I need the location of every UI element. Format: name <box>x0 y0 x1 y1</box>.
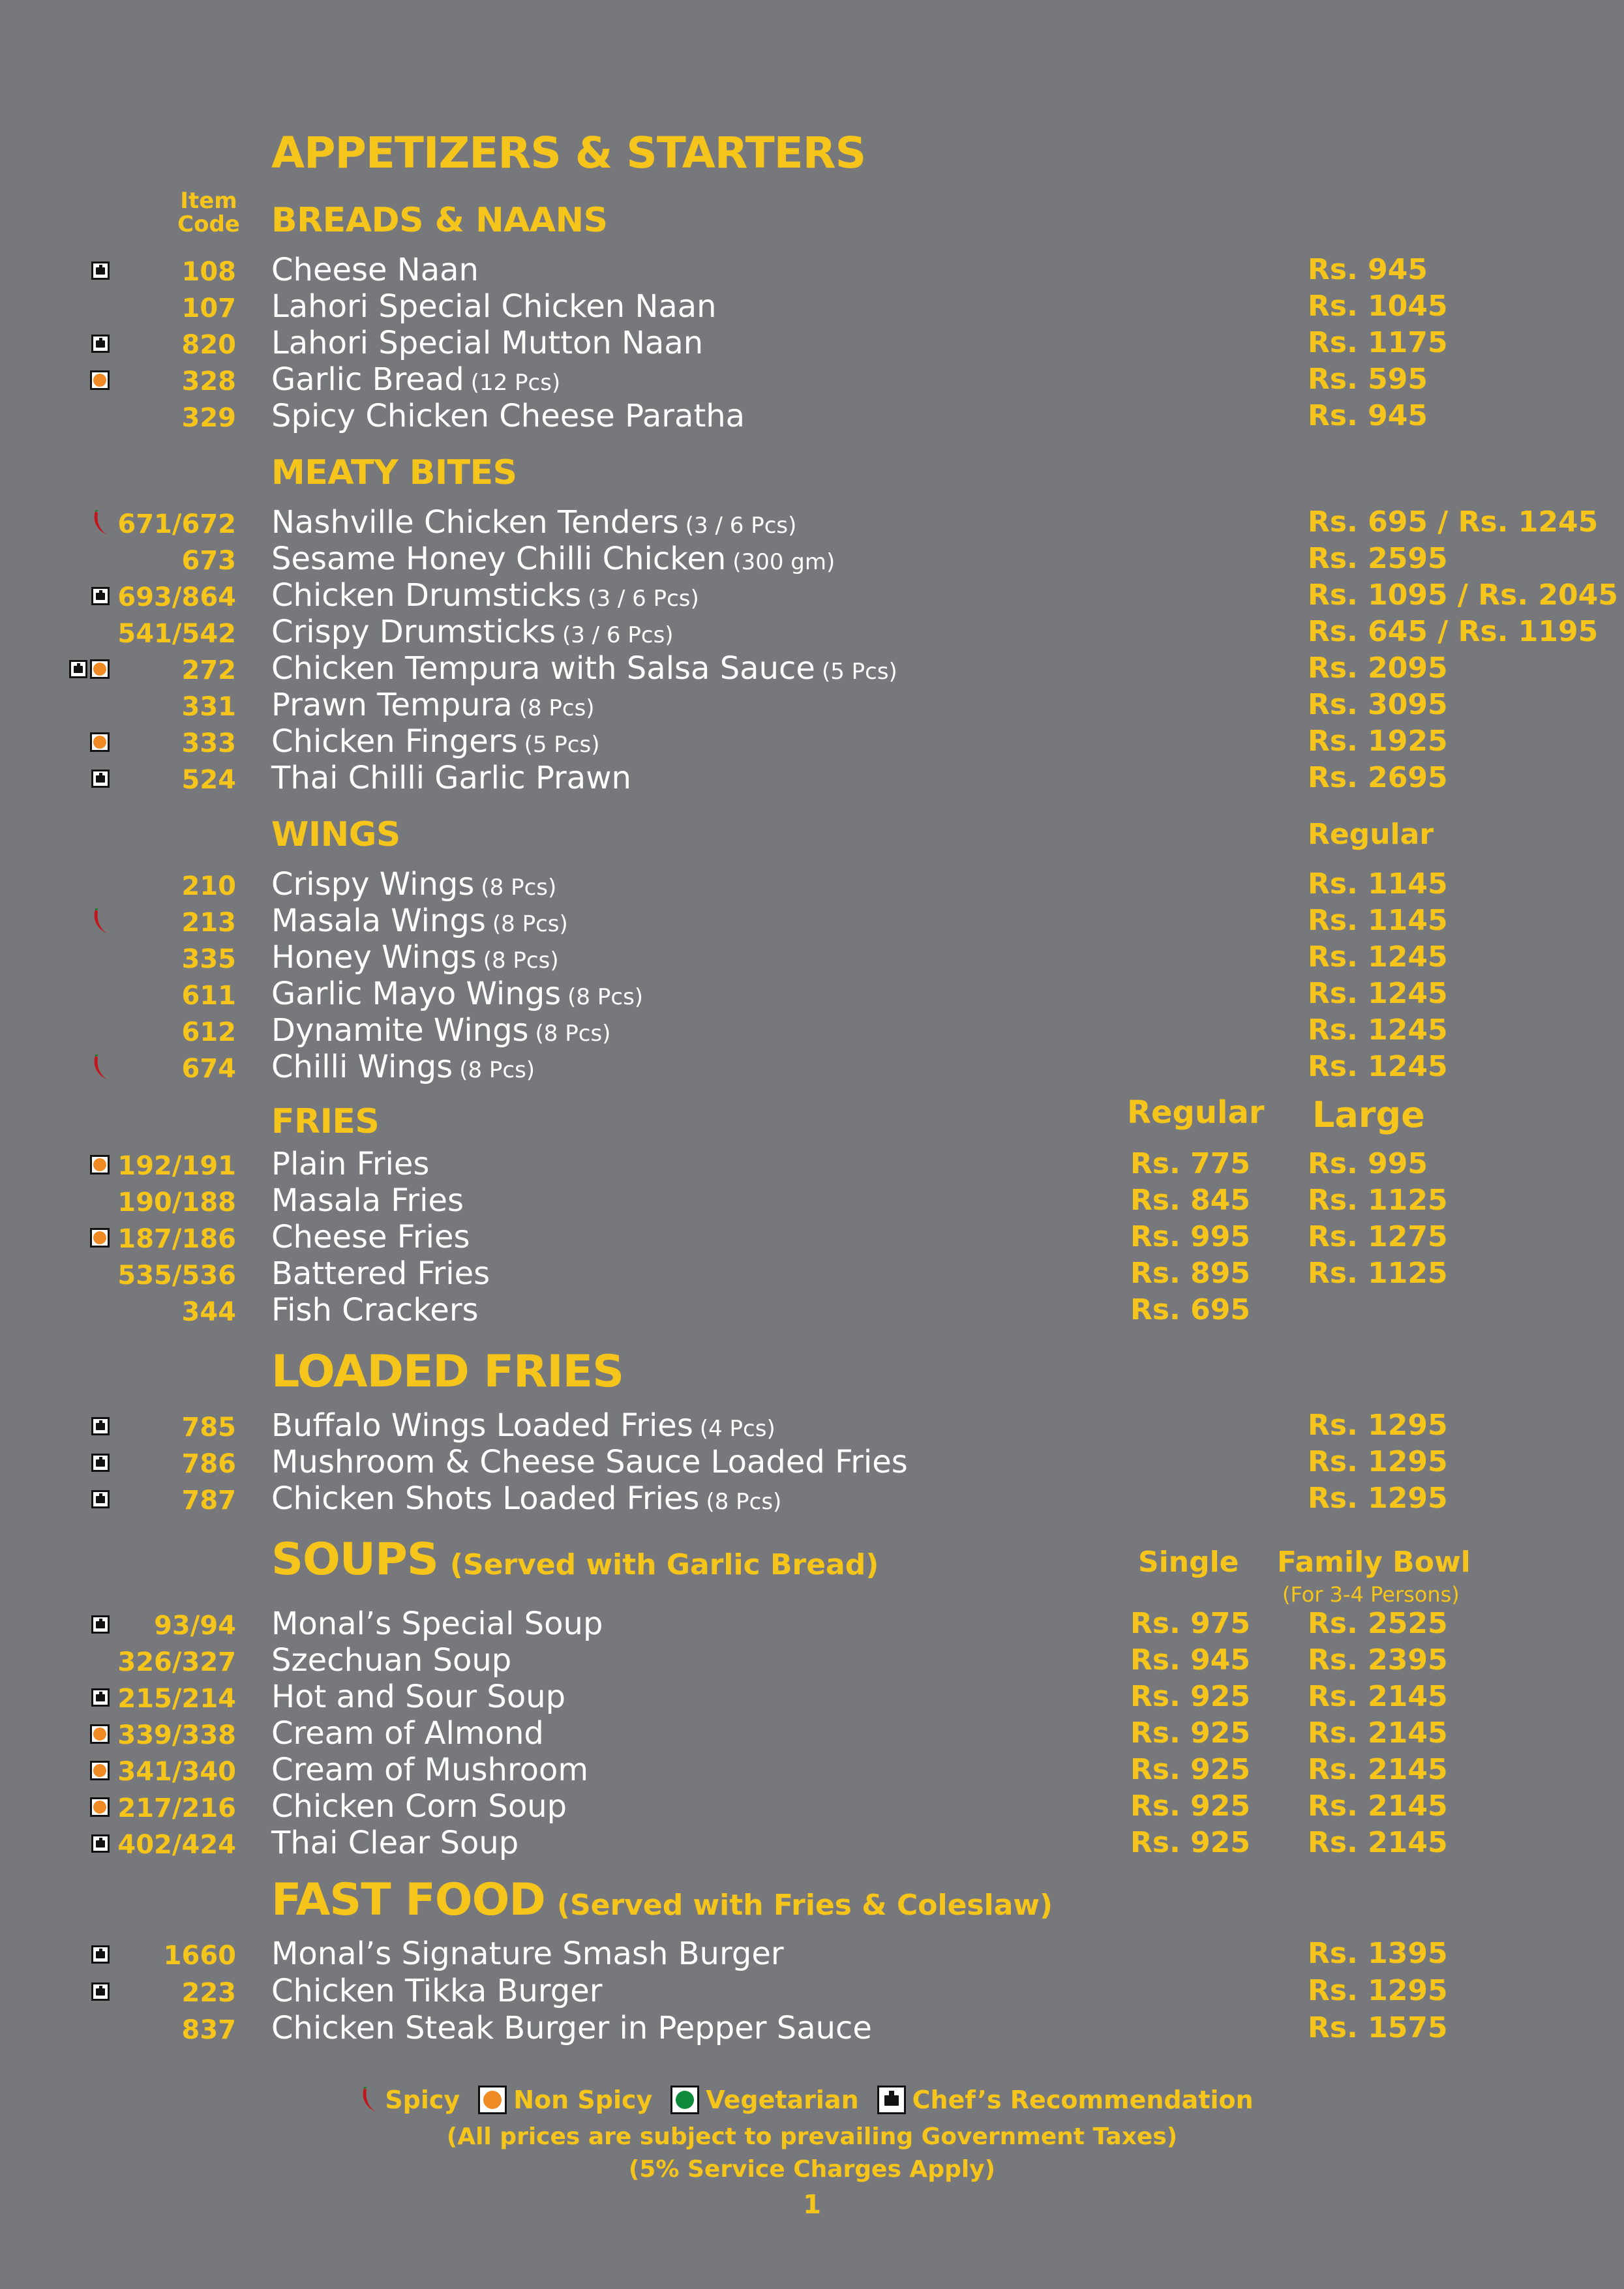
item-name-text: Masala Fries <box>271 1182 464 1219</box>
item-name <box>271 1642 511 1679</box>
section-title <box>271 1102 379 1141</box>
section-title-text: FAST FOOD <box>271 1874 545 1926</box>
item-code: 787 <box>181 1486 236 1516</box>
column-header: Regular <box>1127 1094 1265 1131</box>
item-name <box>271 1049 535 1085</box>
section-title-text: WINGS <box>271 815 400 854</box>
item-name-text: Chilli Wings <box>271 1049 453 1085</box>
item-price: Rs. 2695 <box>1308 761 1448 794</box>
item-code: 333 <box>181 728 236 758</box>
section-title <box>271 453 517 492</box>
item-code: 93/94 <box>154 1611 236 1641</box>
item-name <box>271 288 717 325</box>
item-name-text: Cream of Almond <box>271 1715 544 1752</box>
item-price: Rs. 1245 <box>1308 977 1448 1010</box>
chef-recommendation-icon <box>69 660 87 678</box>
item-code: 108 <box>181 257 236 287</box>
item-price: Rs. 895 <box>1130 1257 1250 1290</box>
legend-item-chef <box>877 2086 1254 2114</box>
item-name-text: Lahori Special Chicken Naan <box>271 288 717 325</box>
item-code: 223 <box>181 1978 236 2008</box>
item-code: 785 <box>181 1413 236 1443</box>
item-price: Rs. 1245 <box>1308 1013 1448 1047</box>
item-name-text: Chicken Tikka Burger <box>271 1973 603 2009</box>
item-code: 611 <box>181 981 236 1011</box>
column-header: Regular <box>1308 818 1434 851</box>
item-price: Rs. 1295 <box>1308 1974 1448 2007</box>
column-header: Large <box>1312 1094 1425 1135</box>
item-code: 402/424 <box>117 1830 236 1860</box>
item-name <box>271 1444 908 1480</box>
item-price: Rs. 2595 <box>1308 542 1448 575</box>
item-price: Rs. 925 <box>1130 1826 1250 1859</box>
item-code: 344 <box>181 1297 236 1327</box>
item-name-text: Cheese Fries <box>271 1219 470 1255</box>
item-name <box>271 614 674 650</box>
legend-item-veg <box>670 2086 858 2114</box>
item-price: Rs. 925 <box>1130 1680 1250 1713</box>
item-code: 524 <box>181 765 236 795</box>
item-name <box>271 1219 470 1255</box>
item-name-text: Chicken Steak Burger in Pepper Sauce <box>271 2010 872 2046</box>
section-title <box>271 815 400 854</box>
item-name-text: Crispy Wings <box>271 866 475 903</box>
page-title: APPETIZERS & STARTERS <box>271 128 866 178</box>
item-name <box>271 1973 603 2009</box>
page-number: 1 <box>803 2190 821 2220</box>
item-name <box>271 1606 603 1642</box>
item-name-text: Prawn Tempura <box>271 687 513 723</box>
legend-item-nonspicy <box>478 2086 652 2114</box>
item-code: 107 <box>181 293 236 323</box>
item-name-text: Plain Fries <box>271 1146 430 1182</box>
item-price: Rs. 1245 <box>1308 1050 1448 1083</box>
item-name-text: Chicken Shots Loaded Fries <box>271 1480 700 1517</box>
item-name-text: Monal’s Special Soup <box>271 1606 603 1642</box>
item-portion: (12 Pcs) <box>470 370 561 396</box>
item-portion: (3 / 6 Pcs) <box>685 513 797 539</box>
item-price: Rs. 1045 <box>1308 290 1448 323</box>
non-spicy-icon <box>478 2086 507 2114</box>
item-price: Rs. 645 / Rs. 1195 <box>1308 615 1599 648</box>
item-code: 535/536 <box>117 1261 236 1291</box>
item-price: Rs. 695 <box>1130 1293 1250 1326</box>
item-name <box>271 504 796 541</box>
item-price: Rs. 2395 <box>1308 1643 1448 1677</box>
item-code: 671/672 <box>117 509 236 539</box>
item-portion: (300 gm) <box>732 549 835 575</box>
item-name <box>271 1752 588 1788</box>
item-code: 326/327 <box>117 1647 236 1677</box>
legend-label: Vegetarian <box>706 2086 859 2114</box>
item-name <box>271 1936 784 1972</box>
item-name <box>271 2010 872 2046</box>
section-title-text: LOADED FRIES <box>271 1346 624 1398</box>
item-code: 187/186 <box>117 1224 236 1254</box>
item-portion: (8 Pcs) <box>706 1489 782 1515</box>
item-name-text: Chicken Corn Soup <box>271 1788 567 1825</box>
item-name-text: Monal’s Signature Smash Burger <box>271 1936 784 1972</box>
legend <box>0 2086 1624 2114</box>
item-name <box>271 361 560 398</box>
item-name <box>271 1012 610 1049</box>
item-name-text: Garlic Bread <box>271 361 464 398</box>
item-price: Rs. 945 <box>1308 399 1428 432</box>
item-code: 820 <box>181 330 236 360</box>
item-code-label-line2: Code <box>177 211 240 237</box>
section-title <box>271 1346 624 1398</box>
section-subtitle: (Served with Garlic Bread) <box>449 1548 879 1581</box>
item-code: 331 <box>181 692 236 722</box>
item-code: 786 <box>181 1449 236 1479</box>
item-portion: (3 / 6 Pcs) <box>562 622 674 648</box>
item-name-text: Chicken Drumsticks <box>271 577 582 614</box>
column-header: Family Bowl <box>1277 1546 1471 1579</box>
item-code: 213 <box>181 908 236 938</box>
item-price: Rs. 2145 <box>1308 1789 1448 1823</box>
item-price: Rs. 845 <box>1130 1184 1250 1217</box>
item-name-text: Spicy Chicken Cheese Paratha <box>271 398 745 434</box>
item-portion: (8 Pcs) <box>519 695 595 721</box>
item-code: 541/542 <box>117 619 236 649</box>
item-name <box>271 541 835 577</box>
item-name-text: Cheese Naan <box>271 252 479 288</box>
item-name <box>271 1292 479 1328</box>
item-code-label <box>176 189 241 236</box>
item-portion: (5 Pcs) <box>821 659 897 685</box>
item-name-text: Mushroom & Cheese Sauce Loaded Fries <box>271 1444 908 1480</box>
item-price: Rs. 2145 <box>1308 1753 1448 1786</box>
item-price: Rs. 1125 <box>1308 1257 1448 1290</box>
item-price: Rs. 1925 <box>1308 725 1448 758</box>
column-header: Single <box>1138 1546 1239 1579</box>
item-name-text: Fish Crackers <box>271 1292 479 1328</box>
item-price: Rs. 595 <box>1308 363 1428 396</box>
item-code: 328 <box>181 367 236 396</box>
item-code: 217/216 <box>117 1793 236 1823</box>
section-title <box>271 201 608 240</box>
section-title <box>271 1874 1053 1926</box>
item-code: 693/864 <box>117 582 236 612</box>
item-price: Rs. 995 <box>1130 1220 1250 1253</box>
item-name-text: Honey Wings <box>271 939 477 976</box>
item-price: Rs. 1395 <box>1308 1937 1448 1970</box>
item-code: 837 <box>181 2015 236 2045</box>
tax-note: (All prices are subject to prevailing Government Taxes) <box>446 2123 1178 2150</box>
item-price: Rs. 775 <box>1130 1147 1250 1180</box>
item-price: Rs. 1275 <box>1308 1220 1448 1253</box>
item-code: 190/188 <box>117 1188 236 1218</box>
item-price: Rs. 1145 <box>1308 867 1448 901</box>
item-name <box>271 398 745 434</box>
item-name <box>271 1480 781 1517</box>
item-price: Rs. 1245 <box>1308 940 1448 974</box>
item-price: Rs. 1175 <box>1308 326 1448 359</box>
item-price: Rs. 2145 <box>1308 1680 1448 1713</box>
item-name <box>271 939 559 976</box>
item-name <box>271 252 479 288</box>
section-title-text: BREADS & NAANS <box>271 201 608 240</box>
item-name-text: Buffalo Wings Loaded Fries <box>271 1407 693 1444</box>
item-code: 272 <box>181 655 236 685</box>
legend-label: Non Spicy <box>513 2086 653 2114</box>
column-subheader: (For 3-4 Persons) <box>1282 1582 1460 1607</box>
item-name <box>271 866 556 903</box>
item-price: Rs. 925 <box>1130 1753 1250 1786</box>
item-name <box>271 577 699 614</box>
item-portion: (8 Pcs) <box>481 875 557 901</box>
legend-label: Chef’s Recommendation <box>912 2086 1254 2114</box>
item-name-text: Hot and Sour Soup <box>271 1679 566 1715</box>
item-price: Rs. 1145 <box>1308 904 1448 937</box>
item-name-text: Nashville Chicken Tenders <box>271 504 679 541</box>
item-price: Rs. 2145 <box>1308 1716 1448 1750</box>
item-price: Rs. 1295 <box>1308 1482 1448 1515</box>
item-portion: (8 Pcs) <box>492 911 568 937</box>
item-code: 210 <box>181 871 236 901</box>
item-code: 215/214 <box>117 1684 236 1714</box>
service-charge-note: (5% Service Charges Apply) <box>628 2156 996 2183</box>
item-code: 329 <box>181 403 236 433</box>
item-price: Rs. 2525 <box>1308 1607 1448 1640</box>
section-title-text: SOUPS <box>271 1534 438 1585</box>
item-name <box>271 903 568 939</box>
item-name-text: Crispy Drumsticks <box>271 614 556 650</box>
item-name-text: Garlic Mayo Wings <box>271 976 562 1012</box>
item-name-text: Masala Wings <box>271 903 486 939</box>
item-name-text: Sesame Honey Chilli Chicken <box>271 541 727 577</box>
item-name-text: Thai Chilli Garlic Prawn <box>271 760 631 796</box>
legend-label: Spicy <box>385 2086 460 2114</box>
item-price: Rs. 2095 <box>1308 651 1448 685</box>
item-name <box>271 687 595 723</box>
item-price: Rs. 975 <box>1130 1607 1250 1640</box>
item-name-text: Thai Clear Soup <box>271 1825 519 1861</box>
item-price: Rs. 995 <box>1308 1147 1428 1180</box>
item-name <box>271 1182 464 1219</box>
item-code: 612 <box>181 1017 236 1047</box>
section-subtitle: (Served with Fries & Coleslaw) <box>556 1889 1053 1922</box>
item-name <box>271 976 643 1012</box>
item-code-label-line1: Item <box>180 188 237 214</box>
legend-item-spicy <box>359 2086 460 2114</box>
item-price: Rs. 1295 <box>1308 1445 1448 1478</box>
item-price: Rs. 925 <box>1130 1716 1250 1750</box>
item-name <box>271 1715 544 1752</box>
item-name <box>271 1255 490 1292</box>
item-name-text: Cream of Mushroom <box>271 1752 589 1788</box>
item-price: Rs. 925 <box>1130 1789 1250 1823</box>
item-name <box>271 325 703 361</box>
item-name <box>271 760 631 796</box>
item-code: 673 <box>181 546 236 576</box>
section-title-text: MEATY BITES <box>271 453 517 492</box>
legend-row <box>0 2086 1624 2114</box>
item-name <box>271 1788 567 1825</box>
item-price: Rs. 695 / Rs. 1245 <box>1308 505 1599 539</box>
item-portion: (5 Pcs) <box>524 732 600 758</box>
item-price: Rs. 2145 <box>1308 1826 1448 1859</box>
vegetarian-icon <box>670 2086 699 2114</box>
item-portion: (8 Pcs) <box>459 1057 535 1083</box>
item-name-text: Chicken Tempura with Salsa Sauce <box>271 650 815 687</box>
item-name-text: Chicken Fingers <box>271 723 518 760</box>
item-portion: (8 Pcs) <box>483 948 559 974</box>
item-code: 335 <box>181 944 236 974</box>
spicy-chili-icon <box>359 2087 378 2113</box>
section-title-text: FRIES <box>271 1102 380 1141</box>
item-portion: (4 Pcs) <box>699 1416 775 1442</box>
item-name-text: Szechuan Soup <box>271 1642 512 1679</box>
item-name <box>271 1679 565 1715</box>
item-portion: (8 Pcs) <box>535 1021 611 1047</box>
item-name <box>271 723 599 760</box>
item-portion: (8 Pcs) <box>567 984 644 1010</box>
item-price: Rs. 3095 <box>1308 688 1448 721</box>
section-title <box>271 1534 879 1585</box>
item-name-text: Battered Fries <box>271 1255 490 1292</box>
item-price: Rs. 1125 <box>1308 1184 1448 1217</box>
chef-recommendation-icon <box>877 2086 906 2114</box>
item-code: 341/340 <box>117 1757 236 1787</box>
item-code: 192/191 <box>117 1151 236 1181</box>
item-price: Rs. 1575 <box>1308 2011 1448 2044</box>
item-portion: (3 / 6 Pcs) <box>588 586 699 612</box>
item-name <box>271 650 897 687</box>
item-code: 1660 <box>163 1941 236 1971</box>
item-name <box>271 1146 429 1182</box>
item-code: 339/338 <box>117 1720 236 1750</box>
item-price: Rs. 1095 / Rs. 2045 <box>1308 578 1618 612</box>
item-name <box>271 1825 519 1861</box>
item-name <box>271 1407 775 1444</box>
item-name-text: Lahori Special Mutton Naan <box>271 325 704 361</box>
item-price: Rs. 945 <box>1130 1643 1250 1677</box>
item-price: Rs. 945 <box>1308 253 1428 286</box>
item-price: Rs. 1295 <box>1308 1409 1448 1442</box>
item-name-text: Dynamite Wings <box>271 1012 529 1049</box>
item-code: 674 <box>181 1054 236 1084</box>
